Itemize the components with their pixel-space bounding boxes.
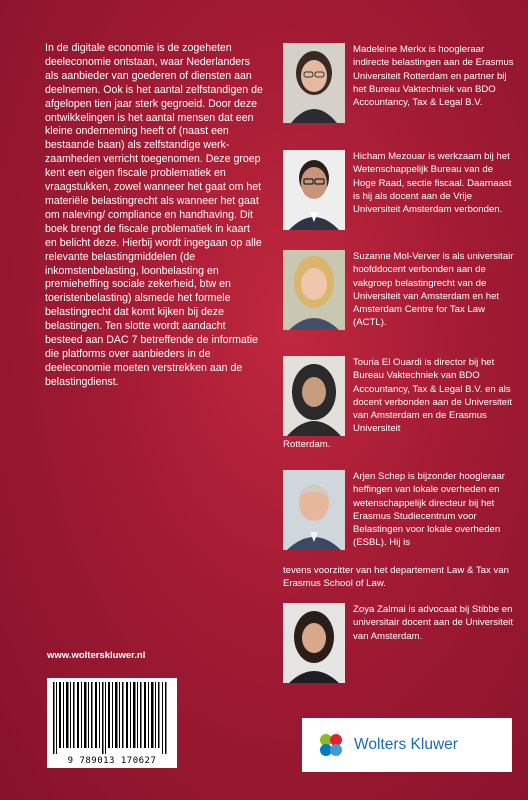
author-bio: Touria El Ouardi is director bij het Bureau Vaktechniek van BDO Accountancy, Tax & Legal B.V. en als docent verbonden aan de Universiteit van Amsterdam en de Erasmus Universiteit: [353, 357, 512, 435]
barcode: [47, 678, 177, 768]
author-bio: Hicham Mezouar is werkzaam bij het Wetenschappelijk Bureau van de Hoge Raad, sectie fiscaal. Daarnaast is hij als docent aan de Vrije Universiteit Amsterdam verbonden.: [353, 151, 512, 216]
publisher-logo: [302, 718, 512, 772]
author-bio: Arjen Schep is bijzonder hoogleraar heffingen van lokale overheden en wetenschappelijk directeur bij het Erasmus Studiecentrum voor Belastingen voor lokale overheden (ESBL). Hij is: [353, 471, 505, 549]
barcode-bars: [47, 678, 177, 756]
author-photo: [283, 470, 345, 550]
author-bio: Suzanne Mol-Verver is als universitair hoofddocent verbonden aan de vakgroep belastingrecht van de Universiteit van Amsterdam en het Amsterdam Centre for Tax Law (ACTL).: [353, 251, 514, 329]
publisher-website[interactable]: www.wolterskluwer.nl: [47, 650, 146, 661]
author-entry: [283, 150, 513, 234]
book-description: In de digitale economie is de zogeheten deeleconomie ontstaan, waar Nederlanders als aanbieder van goederen of diensten aan deelnemen. Ook is het aantal zelfstandigen de afgelopen tien jaar sterk gegroeid. Door deze ontwikkelingen is het aantal mensen dat een kleine onderneming heeft of (naast een bestaande baan) als zelfstandige werkzaamheden verricht toegenomen. Deze groep kent een eigen fiscale problematiek en vraagstukken, zowel wanneer het gaat om het materiële belastingrecht als wanneer het gaat om naleving/ compliance en handhaving. Dit boek brengt de fiscale problematiek in kaart en belicht deze. Hierbij wordt ingegaan op alle relevante belastingmiddelen (de inkomstenbelasting, loonbelasting en premieheffing sociale zekerheid, btw en toeristenbelasting) alsmede het formele belastingrecht dat komt kijken bij deze belastingen. Ten slotte wordt aandacht besteed aan DAC 7 betreffende de informatie die platforms over aanbieders in de deeleconomie moeten verstrekken aan de belastingdienst.: [45, 42, 263, 388]
author-bio: Madeleine Merkx is hoogleraar indirecte belastingen aan de Erasmus Universiteit Rotterdam en partner bij het Bureau Vaktechniek van BDO Accountancy, Tax & Legal B.V.: [353, 44, 514, 109]
publisher-name: Wolters Kluwer: [354, 736, 458, 753]
author-entry: [283, 603, 513, 687]
author-bio: Zoya Zalmai is advocaat bij Stibbe en universitair docent aan de Universiteit van Amsterdam.: [353, 604, 513, 642]
author-photo: [283, 603, 345, 683]
author-photo: [283, 43, 345, 123]
author-photo: [283, 356, 345, 436]
author-photo: [283, 250, 345, 330]
author-entry: [283, 356, 513, 460]
author-photo: [283, 150, 345, 230]
author-entry: [283, 250, 513, 334]
author-bio-tail: Rotterdam.: [283, 439, 331, 450]
author-entry: [283, 470, 513, 588]
author-entry: [283, 43, 513, 127]
wolters-kluwer-logo-icon: [316, 730, 346, 760]
author-bio-tail: tevens voorzitter van het departement Law & Tax van Erasmus School of Law.: [283, 565, 509, 590]
isbn-number: 9 789013 170627: [67, 756, 157, 766]
